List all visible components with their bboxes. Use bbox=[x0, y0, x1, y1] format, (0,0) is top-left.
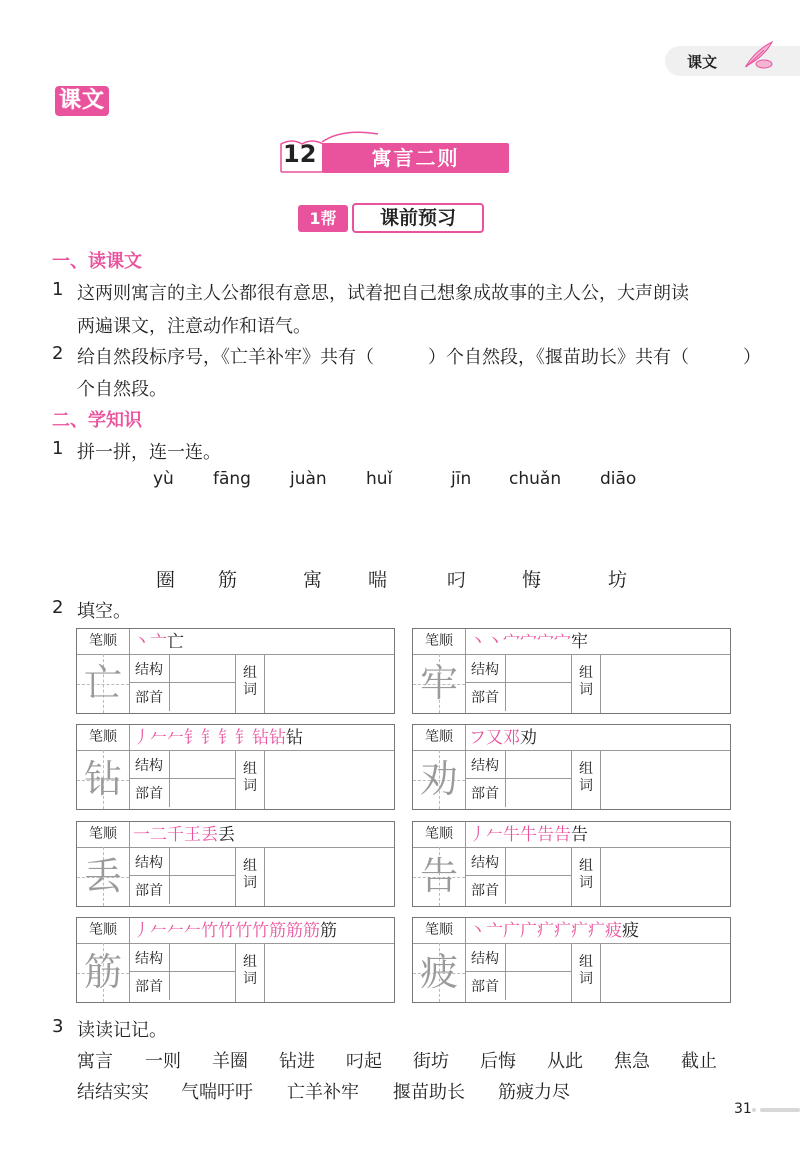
radical-label: 部首 bbox=[471, 883, 499, 899]
item-number: 2 bbox=[52, 343, 64, 364]
vocab-word: 结结实实 bbox=[77, 1082, 149, 1103]
stroke-step: 𠂉 bbox=[167, 728, 184, 748]
words-label bbox=[235, 847, 265, 906]
words-label-zu: 组 bbox=[243, 761, 257, 777]
stroke-step: 钻 bbox=[286, 728, 303, 748]
stroke-step: 筋 bbox=[286, 921, 303, 941]
vocab-word: 从此 bbox=[547, 1051, 583, 1072]
strokes-label: 笔顺 bbox=[413, 725, 466, 750]
stroke-order-table bbox=[412, 628, 731, 714]
stroke-step: 丿 bbox=[133, 921, 150, 941]
structure-label: 结构 bbox=[471, 855, 499, 871]
stroke-step: 二 bbox=[150, 825, 167, 845]
vocab-word: 后悔 bbox=[480, 1051, 516, 1072]
words-label-ci: 词 bbox=[579, 971, 593, 987]
vocab-word: 揠苗助长 bbox=[393, 1082, 465, 1103]
radical-answer-blank[interactable] bbox=[169, 876, 236, 904]
page-decoration bbox=[752, 1108, 756, 1112]
stroke-sequence bbox=[133, 822, 235, 847]
words-label-ci: 词 bbox=[243, 778, 257, 794]
vocab-word: 气喘吁吁 bbox=[181, 1082, 253, 1103]
strokes-label: 笔顺 bbox=[413, 629, 466, 654]
words-label-zu: 组 bbox=[243, 665, 257, 681]
sub-badge-right: 课前预习 bbox=[352, 203, 484, 233]
stroke-order-table bbox=[412, 821, 731, 907]
radical-label: 部首 bbox=[471, 786, 499, 802]
vocab-word: 羊圈 bbox=[212, 1051, 248, 1072]
target-character: 劝 bbox=[419, 757, 458, 801]
words-label bbox=[571, 847, 601, 906]
item-text: 填空。 bbox=[77, 601, 131, 622]
structure-label: 结构 bbox=[471, 758, 499, 774]
item-text: 个自然段。 bbox=[77, 379, 167, 400]
words-label-ci: 词 bbox=[243, 875, 257, 891]
stroke-sequence bbox=[133, 629, 184, 654]
strokes-label: 笔顺 bbox=[77, 822, 130, 847]
header-tab-label: 课文 bbox=[687, 53, 718, 71]
radical-answer-blank[interactable] bbox=[169, 683, 236, 711]
stroke-step: 竹 bbox=[235, 921, 252, 941]
target-character: 丢 bbox=[83, 854, 122, 898]
lesson-title: 寓言二则 bbox=[371, 146, 460, 170]
stroke-step: 宀 bbox=[537, 632, 554, 652]
strokes-label: 笔顺 bbox=[77, 629, 130, 654]
target-character: 亡 bbox=[83, 661, 122, 705]
stroke-step: 丶 bbox=[133, 632, 150, 652]
stroke-step: 竹 bbox=[218, 921, 235, 941]
stroke-step: 疒 bbox=[571, 921, 588, 941]
stroke-step: 亡 bbox=[167, 632, 184, 652]
stroke-step: 告 bbox=[571, 825, 588, 845]
stroke-step: 钅 bbox=[201, 728, 218, 748]
structure-label: 结构 bbox=[135, 855, 163, 871]
structure-answer-blank[interactable] bbox=[505, 654, 572, 682]
stroke-step: 丿 bbox=[469, 825, 486, 845]
structure-label: 结构 bbox=[135, 758, 163, 774]
lesson-number: 12 bbox=[283, 140, 317, 168]
stroke-step: 邓 bbox=[503, 728, 520, 748]
stroke-step: 丢 bbox=[218, 825, 235, 845]
sub-badge-left: 1帮 bbox=[298, 205, 348, 232]
stroke-step: 疒 bbox=[554, 921, 571, 941]
stroke-step: 牛 bbox=[503, 825, 520, 845]
page-number: 31 bbox=[734, 1101, 752, 1117]
stroke-step: 𠂉 bbox=[486, 825, 503, 845]
stroke-step: 王 bbox=[184, 825, 201, 845]
words-label-ci: 词 bbox=[579, 778, 593, 794]
vocab-word: 焦急 bbox=[614, 1051, 650, 1072]
hanzi-item: 寓 bbox=[303, 569, 323, 591]
stroke-step: 丿 bbox=[133, 728, 150, 748]
stroke-step: 丢 bbox=[201, 825, 218, 845]
stroke-step: 广 bbox=[503, 921, 520, 941]
book-page-curve-icon bbox=[322, 128, 382, 144]
words-label-ci: 词 bbox=[243, 682, 257, 698]
words-label-zu: 组 bbox=[579, 954, 593, 970]
target-character: 筋 bbox=[83, 950, 122, 994]
pinyin-item: diāo bbox=[600, 469, 637, 489]
stroke-step: 宀 bbox=[554, 632, 571, 652]
radical-answer-blank[interactable] bbox=[505, 876, 572, 904]
stroke-step: 一 bbox=[133, 825, 150, 845]
stroke-step: 𠂉 bbox=[150, 728, 167, 748]
structure-answer-blank[interactable] bbox=[169, 654, 236, 682]
structure-answer-blank[interactable] bbox=[169, 943, 236, 971]
stroke-step: 告 bbox=[537, 825, 554, 845]
words-label bbox=[571, 943, 601, 1002]
words-label-ci: 词 bbox=[579, 682, 593, 698]
stroke-order-table bbox=[412, 724, 731, 810]
stroke-step: 钅 bbox=[235, 728, 252, 748]
hanzi-item: 圈 bbox=[156, 569, 176, 591]
structure-label: 结构 bbox=[471, 951, 499, 967]
structure-answer-blank[interactable] bbox=[505, 750, 572, 778]
hanzi-item: 喘 bbox=[368, 569, 388, 591]
words-label-zu: 组 bbox=[579, 761, 593, 777]
stroke-step: 牢 bbox=[571, 632, 588, 652]
stroke-step: 钻 bbox=[269, 728, 286, 748]
target-character: 牢 bbox=[419, 661, 458, 705]
stroke-step: 疲 bbox=[622, 921, 639, 941]
stroke-step: フ bbox=[469, 728, 486, 748]
words-label bbox=[571, 750, 601, 809]
stroke-step: 广 bbox=[520, 921, 537, 941]
strokes-label: 笔顺 bbox=[413, 918, 466, 943]
stroke-step: 千 bbox=[167, 825, 184, 845]
words-label-ci: 词 bbox=[243, 971, 257, 987]
pinyin-item: chuǎn bbox=[509, 469, 562, 489]
stroke-step: 丶 bbox=[486, 632, 503, 652]
item-number: 3 bbox=[52, 1016, 64, 1037]
item-number: 1 bbox=[52, 279, 64, 300]
pinyin-item: huǐ bbox=[366, 469, 393, 489]
stroke-step: 亠 bbox=[150, 632, 167, 652]
stroke-step: 钅 bbox=[218, 728, 235, 748]
radical-label: 部首 bbox=[135, 883, 163, 899]
stroke-sequence bbox=[133, 725, 303, 750]
radical-label: 部首 bbox=[471, 690, 499, 706]
item-number: 2 bbox=[52, 597, 64, 618]
item-text: 两遍课文，注意动作和语气。 bbox=[77, 316, 311, 337]
pinyin-item: jīn bbox=[451, 469, 472, 489]
header-tab bbox=[665, 46, 800, 76]
page-decoration bbox=[760, 1108, 800, 1112]
radical-answer-blank[interactable] bbox=[505, 972, 572, 1000]
stroke-step: 劝 bbox=[520, 728, 537, 748]
vocab-word: 截止 bbox=[681, 1051, 717, 1072]
radical-label: 部首 bbox=[135, 979, 163, 995]
item-text: 这两则寓言的主人公都很有意思，试着把自己想象成故事的主人公，大声朗读 bbox=[77, 283, 689, 304]
pinyin-item: fāng bbox=[213, 469, 251, 489]
stroke-sequence bbox=[469, 822, 588, 847]
stroke-step: 丶 bbox=[469, 632, 486, 652]
stroke-order-table bbox=[76, 821, 395, 907]
vocab-word: 亡羊补牢 bbox=[287, 1082, 359, 1103]
section-badge: 课文 bbox=[55, 86, 109, 116]
stroke-order-table bbox=[76, 724, 395, 810]
structure-answer-blank[interactable] bbox=[505, 847, 572, 875]
stroke-step: 宀 bbox=[520, 632, 537, 652]
pinyin-item: juàn bbox=[290, 469, 327, 489]
stroke-order-table bbox=[76, 628, 395, 714]
stroke-step: 牛 bbox=[520, 825, 537, 845]
vocab-word: 叼起 bbox=[346, 1051, 382, 1072]
target-character: 疲 bbox=[419, 950, 458, 994]
stroke-step: 钅 bbox=[184, 728, 201, 748]
stroke-step: 告 bbox=[554, 825, 571, 845]
radical-answer-blank[interactable] bbox=[505, 779, 572, 807]
stroke-step: 𠂉 bbox=[184, 921, 201, 941]
words-label-ci: 词 bbox=[579, 875, 593, 891]
vocab-word: 寓言 bbox=[77, 1051, 113, 1072]
structure-answer-blank[interactable] bbox=[169, 750, 236, 778]
item-text: 给自然段标序号，《亡羊补牢》共有（ ）个自然段，《揠苗助长》共有（ ） bbox=[77, 347, 761, 368]
pinyin-item: yù bbox=[153, 469, 174, 489]
vocab-word: 筋疲力尽 bbox=[498, 1082, 570, 1103]
structure-label: 结构 bbox=[135, 951, 163, 967]
stroke-step: 疒 bbox=[588, 921, 605, 941]
structure-answer-blank[interactable] bbox=[505, 943, 572, 971]
words-label bbox=[235, 943, 265, 1002]
radical-label: 部首 bbox=[135, 690, 163, 706]
strokes-label: 笔顺 bbox=[77, 918, 130, 943]
stroke-step: 竹 bbox=[201, 921, 218, 941]
vocab-word: 街坊 bbox=[413, 1051, 449, 1072]
stroke-step: 疲 bbox=[605, 921, 622, 941]
stroke-step: 疒 bbox=[537, 921, 554, 941]
stroke-step: 钻 bbox=[252, 728, 269, 748]
vocab-word: 一则 bbox=[145, 1051, 181, 1072]
radical-answer-blank[interactable] bbox=[169, 779, 236, 807]
radical-answer-blank[interactable] bbox=[505, 683, 572, 711]
target-character: 告 bbox=[419, 854, 458, 898]
structure-label: 结构 bbox=[471, 662, 499, 678]
words-label-zu: 组 bbox=[579, 858, 593, 874]
hanzi-item: 筋 bbox=[218, 569, 238, 591]
radical-answer-blank[interactable] bbox=[169, 972, 236, 1000]
stroke-sequence bbox=[133, 918, 337, 943]
structure-answer-blank[interactable] bbox=[169, 847, 236, 875]
strokes-label: 笔顺 bbox=[77, 725, 130, 750]
hanzi-item: 悔 bbox=[522, 569, 542, 591]
part1-heading: 一、读课文 bbox=[52, 251, 142, 272]
structure-label: 结构 bbox=[135, 662, 163, 678]
hanzi-item: 坊 bbox=[608, 569, 628, 591]
words-label bbox=[235, 750, 265, 809]
vocab-word: 钻进 bbox=[279, 1051, 315, 1072]
part2-heading: 二、学知识 bbox=[52, 410, 142, 431]
stroke-step: 𠂉 bbox=[150, 921, 167, 941]
stroke-sequence bbox=[469, 725, 537, 750]
words-label-zu: 组 bbox=[243, 858, 257, 874]
words-label-zu: 组 bbox=[243, 954, 257, 970]
stroke-step: 筋 bbox=[303, 921, 320, 941]
stroke-order-table bbox=[412, 917, 731, 1003]
stroke-step: 丶 bbox=[469, 921, 486, 941]
stroke-sequence bbox=[469, 918, 639, 943]
words-label bbox=[235, 654, 265, 713]
stroke-step: 竹 bbox=[252, 921, 269, 941]
target-character: 钻 bbox=[83, 757, 122, 801]
item-number: 1 bbox=[52, 438, 64, 459]
feather-pen-icon bbox=[742, 40, 776, 70]
words-label-zu: 组 bbox=[579, 665, 593, 681]
stroke-order-table bbox=[76, 917, 395, 1003]
radical-label: 部首 bbox=[471, 979, 499, 995]
stroke-step: 又 bbox=[486, 728, 503, 748]
stroke-step: 𠂉 bbox=[167, 921, 184, 941]
stroke-step: 筋 bbox=[320, 921, 337, 941]
item-text: 读读记记。 bbox=[77, 1020, 167, 1041]
stroke-step: 宀 bbox=[503, 632, 520, 652]
strokes-label: 笔顺 bbox=[413, 822, 466, 847]
hanzi-item: 叼 bbox=[447, 569, 467, 591]
stroke-sequence bbox=[469, 629, 588, 654]
stroke-step: 筋 bbox=[269, 921, 286, 941]
words-label bbox=[571, 654, 601, 713]
radical-label: 部首 bbox=[135, 786, 163, 802]
stroke-step: 亠 bbox=[486, 921, 503, 941]
item-text: 拼一拼，连一连。 bbox=[77, 442, 221, 463]
